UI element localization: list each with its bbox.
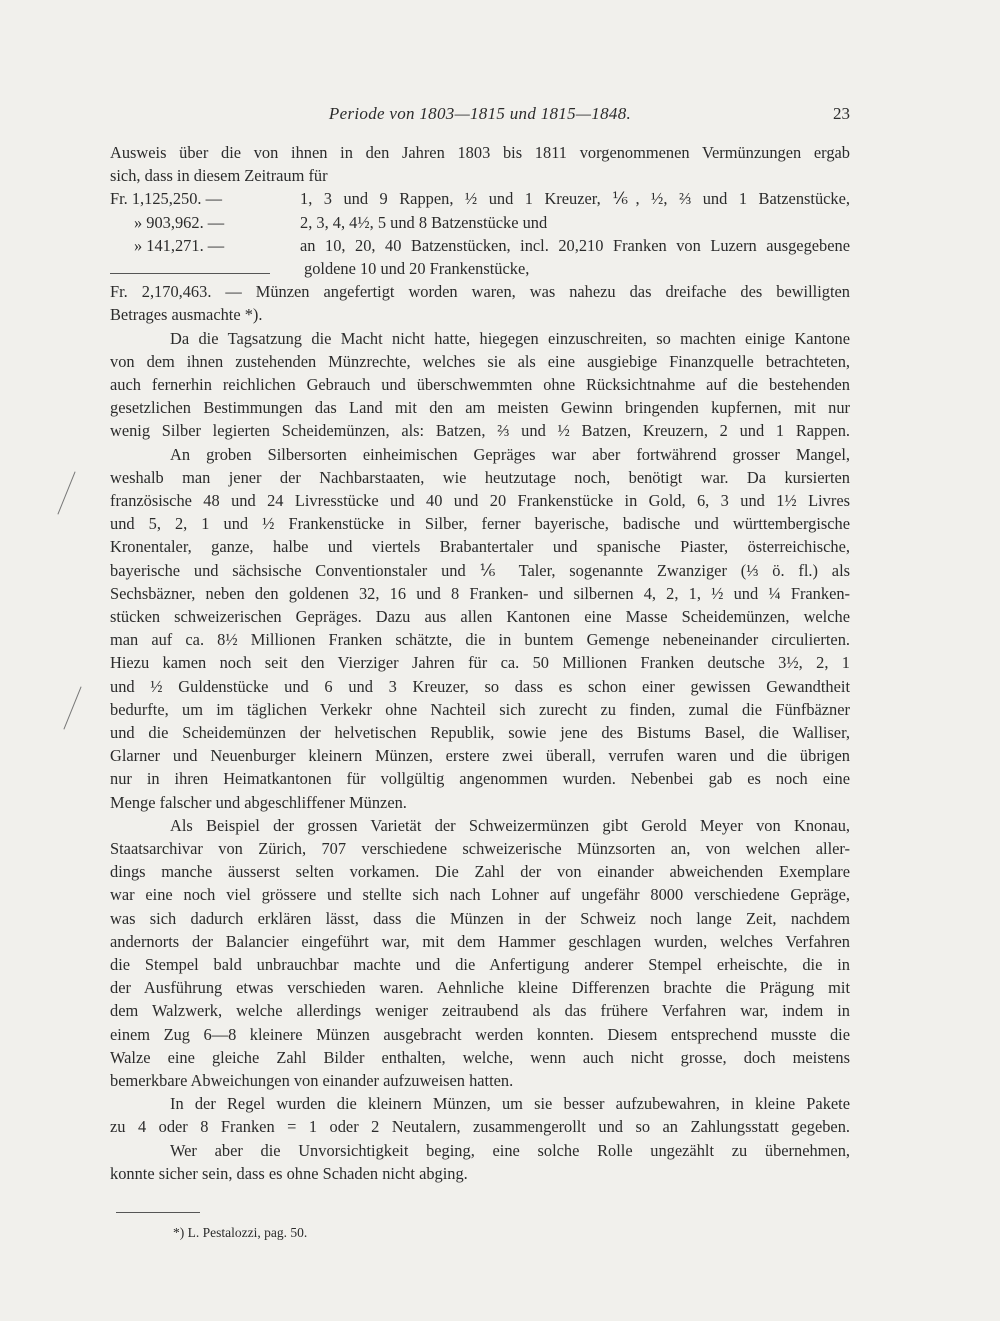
text-line: man auf ca. 8½ Millionen Franken schätzte, die in buntem Gemenge nebeneinander circulierten.: [110, 630, 850, 650]
text-line: weshalb man jener der Nachbarstaaten, wie heutzutage noch, benötigt war. Da kursierten: [110, 467, 850, 487]
text-line: andernorts der Balancier eingeführt war, mit dem Hammer geschlagen wurden, welches Verfahren: [110, 931, 850, 951]
text-line: Staatsarchivar von Zürich, 707 verschiedene schweizerische Münzsorten an, von welchen aller-: [110, 839, 850, 859]
total-line: Fr. 2,170,463. — Münzen angefertigt worden waren, was nahezu das dreifache des bewilligten: [110, 282, 850, 302]
text-line: dem Walzwerk, welche allerdings weniger zeitraubend als das frühere Verfahren war, indem in: [110, 1001, 850, 1021]
sum-rule: [110, 257, 270, 274]
text-line: stücken schweizerischen Gepräges. Dazu aus allen Kantonen eine Masse Scheidemünzen, welche: [110, 607, 850, 626]
text-line: Menge falscher und abgeschliffener Münzen.: [110, 792, 407, 812]
table-description: goldene 10 und 20 Frankenstücke,: [304, 258, 530, 278]
coinage-table: [110, 187, 850, 326]
text-line: was sich dadurch erklären lässt, dass die Münzen in der Schweiz noch lange Zeit, nachdem: [110, 908, 850, 928]
text-line: dings manche äusserst selten vorkamen. Die Zahl der von einander abweichenden Exemplare: [110, 862, 850, 882]
footnote: *) L. Pestalozzi, pag. 50.: [173, 1225, 308, 1240]
text-line: bemerkbare Abweichungen von einander aufzuweisen hatten.: [110, 1071, 514, 1091]
text-line: die Stempel bald unbrauchbar machte und die Anfertigung anderer Stempel erheischte, die in: [110, 955, 850, 975]
text-line: einem Zug 6—8 kleinere Münzen ausgebracht werden konnten. Diesem entsprechend musste die: [110, 1024, 850, 1044]
running-header: [110, 104, 850, 130]
paragraph: [110, 1139, 850, 1185]
margin-pencil-mark: [57, 471, 75, 514]
text-line: Als Beispiel der grossen Varietät der Schweizermünzen gibt Gerold Meyer von Knonau,: [170, 815, 850, 835]
header-title: Periode von 1803—1815 und 1815—1848.: [328, 104, 632, 123]
margin-pencil-mark: [63, 686, 81, 729]
text-line: Kronentaler, ganze, halbe und viertels Brabantertaler und spanische Piaster, österreichische,: [110, 537, 850, 557]
text-line: konnte sicher sein, dass es ohne Schaden nicht abging.: [110, 1163, 468, 1183]
footnote-divider: [116, 1212, 200, 1213]
text-line: der Ausführung etwas verschieden waren. Aehnliche kleine Differenzen brachte die Prägung mit: [110, 978, 850, 998]
text-line: von dem ihnen zustehenden Münzrechte, welches sie als eine ausgiebige Finanzquelle betrachteten,: [110, 351, 850, 371]
paragraph: [110, 1092, 850, 1138]
text-line: bedurfte, um im täglichen Verkekr ohne Nachteil sich zurecht zu finden, zumal die Fünfbäzner: [110, 699, 850, 719]
text-line: französische 48 und 24 Livresstücke und 40 und 20 Frankenstücke in Gold, 6, 3 und 1½ Livres: [110, 490, 850, 510]
table-description: an 10, 20, 40 Batzenstücken, incl. 20,210 Franken von Luzern ausgegebene: [300, 235, 850, 255]
table-description: 1, 3 und 9 Rappen, ½ und 1 Kreuzer, ⅙, ½, ⅔ und 1 Batzenstücke,: [300, 189, 850, 209]
page-number: 23: [833, 104, 850, 123]
table-row: [110, 257, 850, 280]
table-amount: Fr. 1,125,250. —: [110, 189, 223, 209]
paragraph: [110, 814, 850, 1092]
paragraph: [110, 327, 850, 443]
text-line: Wer aber die Unvorsichtigkeit beging, eine solche Rolle ungezählt zu übernehmen,: [170, 1140, 850, 1160]
text-line: auch fernerhin reichlichen Gebrauch und überschwemmten ohne Rücksichtnahme auf die bestehenden: [110, 374, 850, 394]
table-row: [110, 234, 850, 257]
text-line: und 5, 2, 1 und ½ Frankenstücke in Silber, ferner bayerische, badische und württembergische: [110, 514, 850, 534]
text-line: war eine noch viel grössere und stellte sich nach Lohner auf ungefähr 8000 verschiedene Gepräge,: [110, 885, 850, 905]
table-amount: » 903,962. —: [134, 212, 225, 232]
text-line: Betrages ausmachte *).: [110, 305, 263, 325]
text-line: Hiezu kamen noch seit den Vierziger Jahren für ca. 50 Millionen Franken deutsche 3½, 2, 1: [110, 653, 850, 673]
table-row: [110, 187, 850, 210]
text-line: sich, dass in diesem Zeitraum für: [110, 166, 328, 186]
text-line: zu 4 oder 8 Franken = 1 oder 2 Neutalern, zusammengerollt und so an Zahlungsstatt gegeben.: [110, 1117, 850, 1137]
text-line: bayerische und sächsische Conventionstaler und ⅙ Taler, sogenannte Zwanziger (⅓ ö. fl.) als: [110, 560, 850, 580]
text-line: nur in ihren Heimatkantonen für vollgültig angenommen wurden. Nebenbei gab es noch eine: [110, 769, 850, 789]
text-line: An groben Silbersorten einheimischen Gepräges war aber fortwährend grosser Mangel,: [170, 444, 850, 464]
page-body: [110, 141, 850, 1185]
text-line: und die Scheidemünzen der helvetischen Republik, sowie jene des Bistums Basel, die Walliser,: [110, 723, 850, 743]
paragraph: [110, 443, 850, 814]
text-line: Ausweis über die von ihnen in den Jahren 1803 bis 1811 vorgenommenen Vermünzungen ergab: [110, 143, 850, 162]
text-line: Glarner und Neuenburger kleinern Münzen, erstere zwei überall, verrufen waren und die übrigen: [110, 746, 850, 766]
text-line: Da die Tagsatzung die Macht nicht hatte, hiegegen einzuschreiten, so machten einige Kantone: [170, 328, 850, 348]
table-row: [110, 211, 850, 234]
text-line: wenig Silber legierten Scheidemünzen, als: Batzen, ⅔ und ½ Batzen, Kreuzern, 2 und 1 Rappen.: [110, 421, 850, 441]
text-line: gesetzlichen Bestimmungen das Land mit den am meisten Gewinn bringenden kupfernen, mit nur: [110, 398, 850, 418]
text-line: In der Regel wurden die kleinern Münzen, um sie besser aufzubewahren, in kleine Pakete: [170, 1094, 850, 1114]
text-line: und ½ Guldenstücke und 6 und 3 Kreuzer, so dass es schon einer gewissen Gewandtheit: [110, 676, 850, 696]
text-line: Walze eine gleiche Zahl Bilder enthalten, welche, wenn auch nicht grosse, doch meistens: [110, 1047, 850, 1067]
table-amount: » 141,271. —: [134, 235, 225, 255]
text-line: Sechsbäzner, neben den goldenen 32, 16 und 8 Franken- und silbernen 4, 2, 1, ½ und ¼ Franken-: [110, 583, 850, 603]
table-description: 2, 3, 4, 4½, 5 und 8 Batzenstücke und: [300, 212, 548, 232]
